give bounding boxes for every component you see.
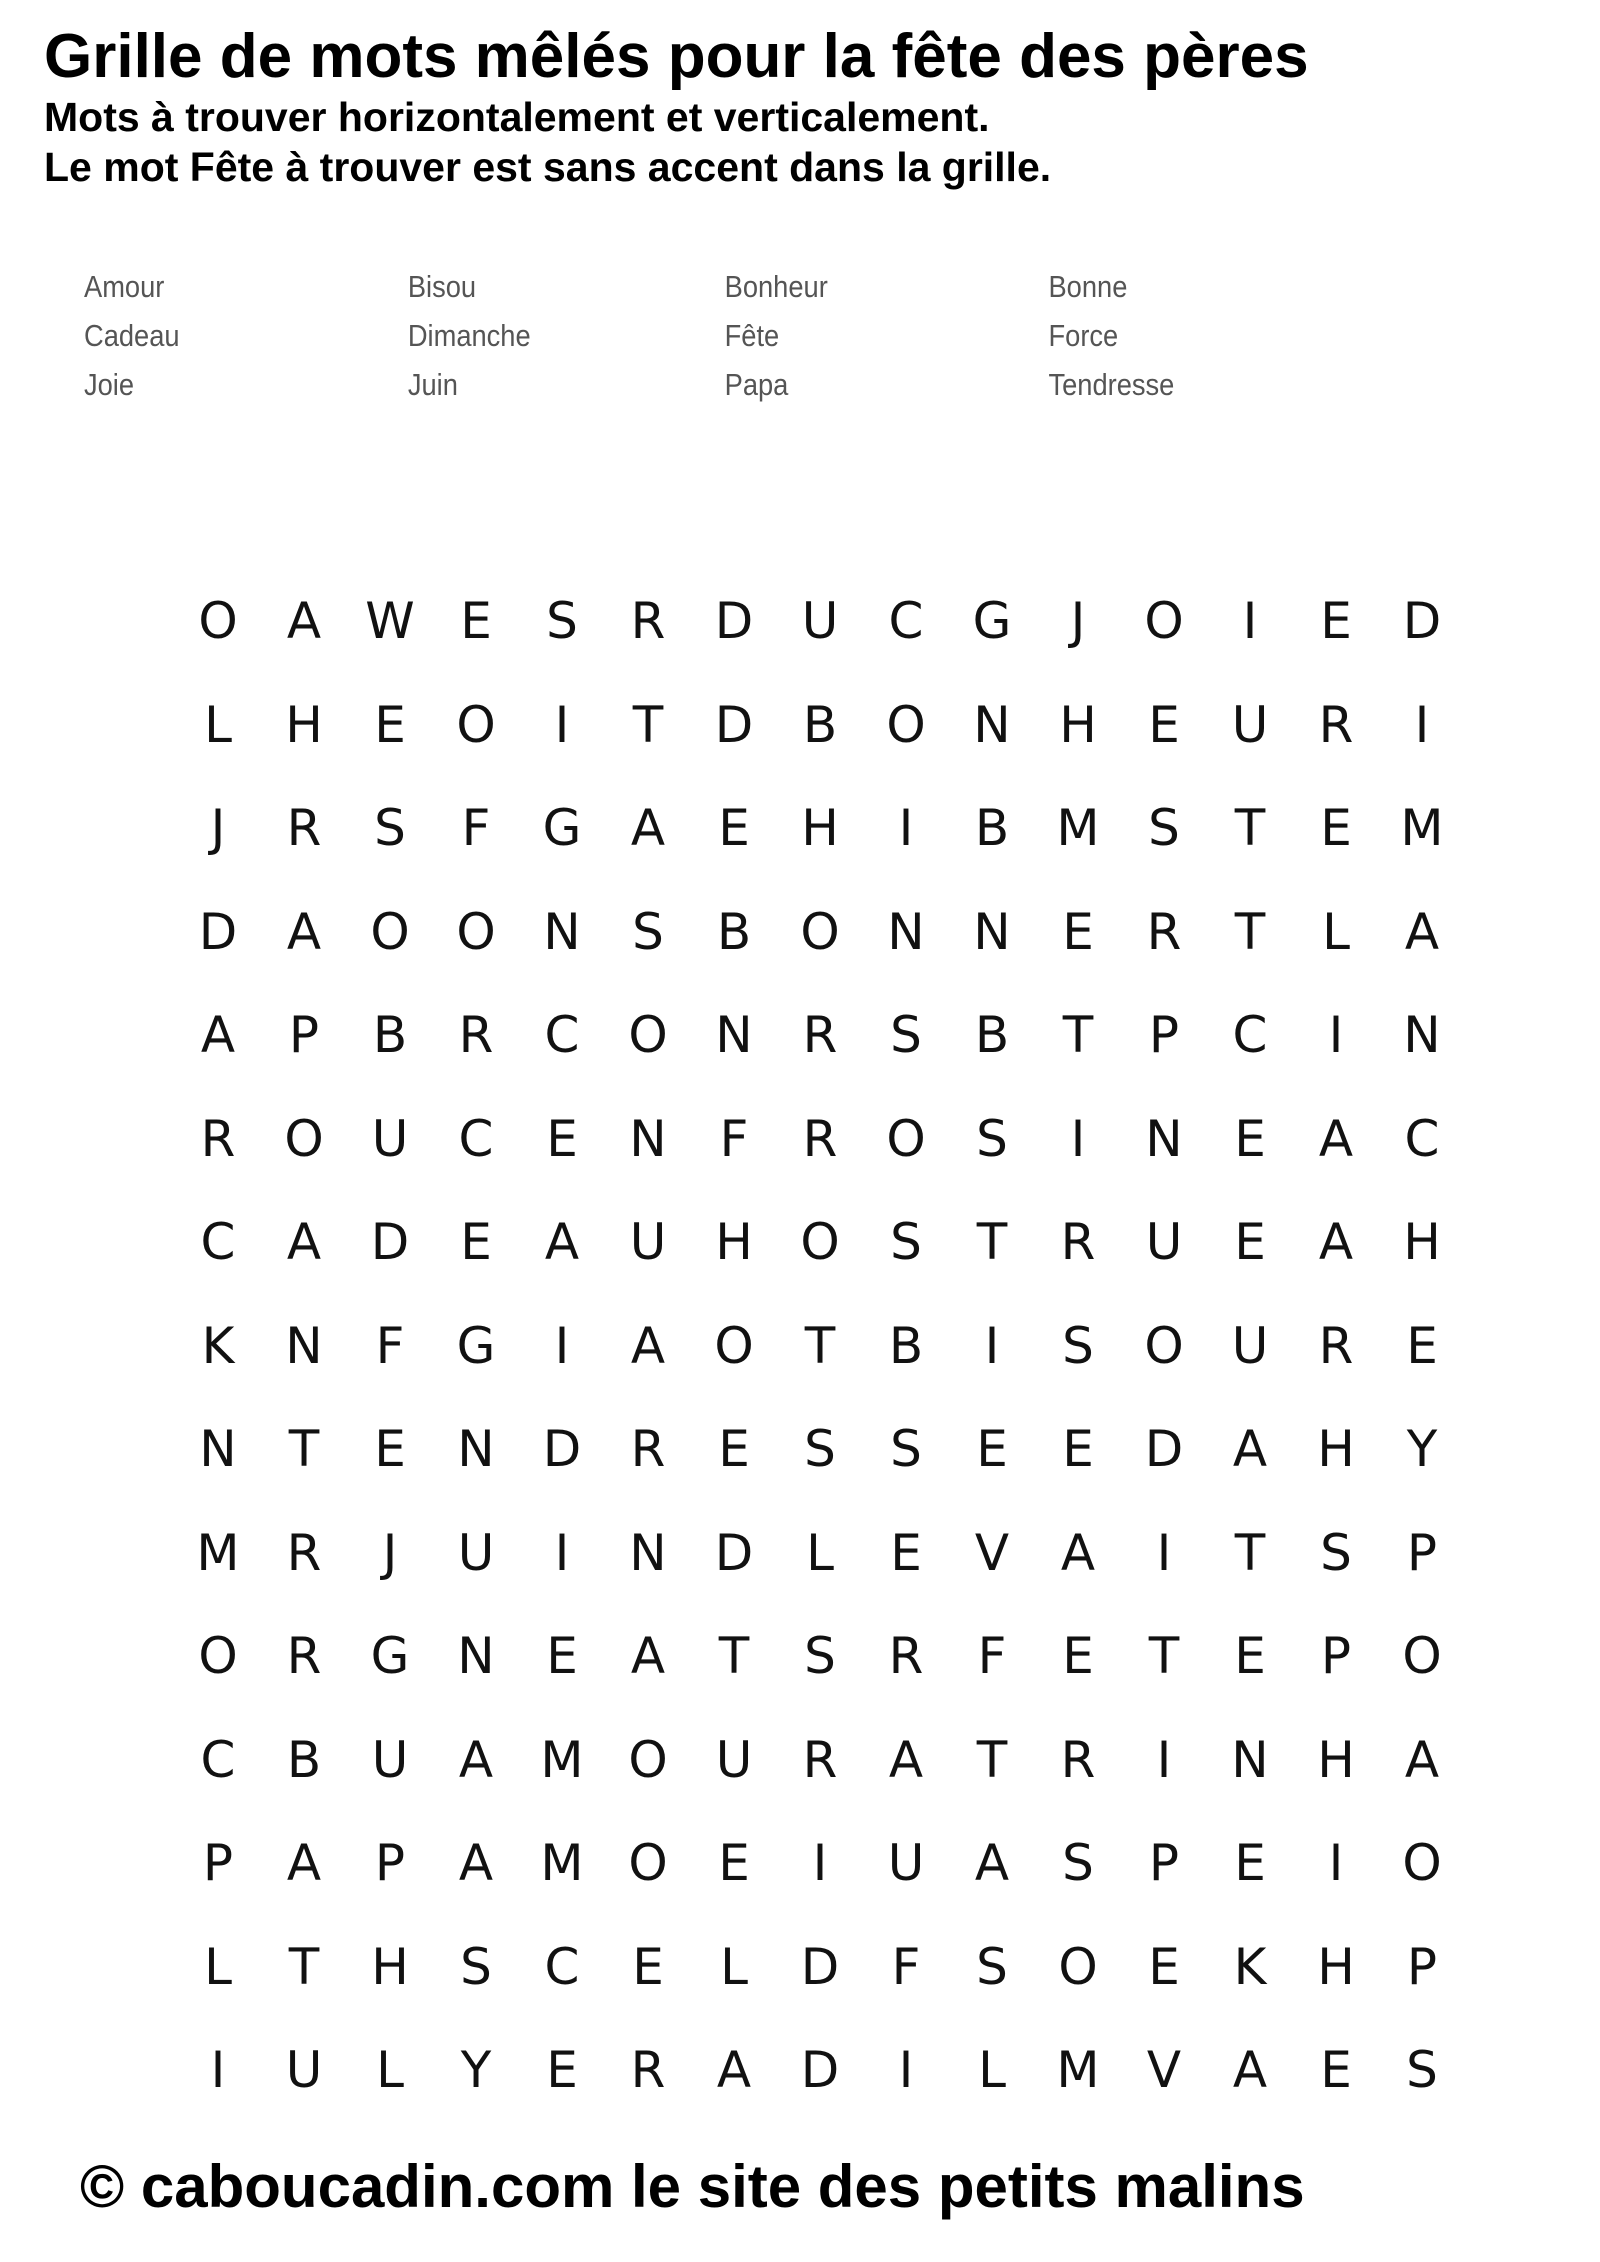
grid-letter[interactable]: O [800, 902, 840, 961]
grid-letter[interactable]: I [210, 2041, 226, 2099]
grid-letter[interactable]: L [978, 2041, 1006, 2099]
grid-letter[interactable]: O [370, 902, 410, 961]
grid-letter[interactable]: S [976, 1937, 1008, 1996]
grid-letter[interactable]: E [1234, 1109, 1266, 1168]
grid-letter[interactable]: E [890, 1523, 922, 1582]
grid-letter[interactable]: H [801, 799, 839, 857]
grid-letter[interactable]: U [801, 592, 839, 650]
grid-letter[interactable]: T [976, 1213, 1008, 1271]
grid-letter[interactable]: E [374, 1420, 406, 1478]
grid-letter[interactable]: I [1242, 592, 1258, 650]
grid-letter[interactable]: O [1402, 1627, 1442, 1685]
grid-letter[interactable]: P [202, 1834, 234, 1892]
grid-letter[interactable]: D [714, 1523, 754, 1582]
grid-letter[interactable]: L [204, 1937, 232, 1996]
grid-letter[interactable]: S [804, 1627, 836, 1685]
grid-letter[interactable]: H [1317, 1420, 1355, 1478]
word-list-item: Juin [407, 367, 458, 402]
grid-letter[interactable]: D [370, 1213, 410, 1271]
grid-letter[interactable]: U [371, 1730, 409, 1789]
grid-letter[interactable]: A [286, 1213, 322, 1271]
grid-letter[interactable]: B [716, 902, 752, 961]
grid-letter[interactable]: O [886, 1109, 926, 1168]
grid-letter[interactable]: R [630, 592, 666, 650]
grid-row [175, 776, 1465, 880]
grid-letter[interactable]: S [890, 1006, 922, 1064]
grid-letter[interactable]: H [285, 695, 323, 754]
grid-row [175, 1915, 1465, 2019]
grid-letter[interactable]: L [806, 1523, 834, 1582]
grid-letter[interactable]: U [285, 2041, 323, 2099]
grid-letter[interactable]: E [1234, 1834, 1266, 1892]
grid-row [175, 1811, 1465, 1915]
grid-letter[interactable]: T [1234, 1523, 1266, 1582]
grid-letter[interactable]: F [461, 799, 491, 857]
grid-letter[interactable]: C [1404, 1109, 1440, 1168]
grid-letter[interactable]: G [972, 592, 1012, 650]
word-list-item: Bonne [1048, 269, 1128, 304]
grid-letter[interactable]: S [546, 592, 578, 650]
grid-letter[interactable]: E [1062, 1627, 1094, 1685]
grid-letter[interactable]: D [714, 592, 754, 650]
grid-letter[interactable]: L [204, 695, 232, 754]
grid-letter[interactable]: A [1318, 1109, 1354, 1168]
word-list-item: Dimanche [407, 318, 531, 353]
grid-letter[interactable]: C [200, 1213, 236, 1271]
grid-letter[interactable]: H [1059, 695, 1097, 754]
grid-letter[interactable]: O [1144, 1316, 1184, 1375]
grid-letter[interactable]: U [371, 1109, 409, 1168]
grid-letter[interactable]: I [1328, 1006, 1344, 1064]
grid-row [175, 1501, 1465, 1605]
grid-letter[interactable]: A [888, 1730, 924, 1789]
grid-letter[interactable]: O [714, 1316, 754, 1375]
grid-letter[interactable]: A [630, 799, 666, 857]
grid-letter[interactable]: A [630, 1316, 666, 1375]
grid-letter[interactable]: K [1233, 1937, 1267, 1996]
grid-letter[interactable]: N [543, 902, 581, 961]
grid-letter[interactable]: R [1060, 1213, 1096, 1271]
grid-letter[interactable]: O [456, 902, 496, 961]
grid-letter[interactable]: G [456, 1316, 496, 1375]
grid-letter[interactable]: I [1156, 1730, 1172, 1789]
grid-letter[interactable]: N [887, 902, 925, 961]
grid-letter[interactable]: D [198, 902, 238, 961]
grid-letter[interactable]: E [546, 1109, 578, 1168]
grid-letter[interactable]: A [286, 902, 322, 961]
grid-letter[interactable]: O [800, 1213, 840, 1271]
grid-letter[interactable]: V [974, 1523, 1010, 1582]
grid-letter[interactable]: M [540, 1834, 584, 1892]
grid-row [175, 880, 1465, 984]
grid-letter[interactable]: E [976, 1420, 1008, 1478]
grid-letter[interactable]: D [800, 1937, 840, 1996]
grid-letter[interactable]: U [1231, 1316, 1269, 1375]
word-list-item: Fête [724, 318, 780, 353]
grid-letter[interactable]: V [1146, 2041, 1182, 2099]
grid-letter[interactable]: A [200, 1006, 236, 1064]
grid-letter[interactable]: H [371, 1937, 409, 1996]
grid-row [175, 1397, 1465, 1501]
grid-letter[interactable]: E [1148, 695, 1180, 754]
grid-letter[interactable]: E [718, 799, 750, 857]
grid-letter[interactable]: N [457, 1420, 495, 1478]
grid-letter[interactable]: T [976, 1730, 1008, 1789]
grid-letter[interactable]: O [198, 592, 238, 650]
grid-letter[interactable]: C [544, 1937, 580, 1996]
grid-letter[interactable]: R [200, 1109, 236, 1168]
grid-letter[interactable]: S [1062, 1834, 1094, 1892]
grid-letter[interactable]: K [201, 1316, 235, 1375]
grid-letter[interactable]: C [544, 1006, 580, 1064]
grid-letter[interactable]: R [286, 1627, 322, 1685]
grid-letter[interactable]: O [1144, 592, 1184, 650]
grid-row [175, 1087, 1465, 1191]
grid-letter[interactable]: R [1318, 1316, 1354, 1375]
grid-letter[interactable]: Y [460, 2041, 492, 2099]
grid-letter[interactable]: B [974, 799, 1010, 857]
grid-letter[interactable]: S [460, 1937, 492, 1996]
grid-letter[interactable]: E [718, 1834, 750, 1892]
grid-letter[interactable]: N [1145, 1109, 1183, 1168]
grid-letter[interactable]: I [1070, 1109, 1086, 1168]
grid-letter[interactable]: E [1320, 592, 1352, 650]
grid-letter[interactable]: S [804, 1420, 836, 1478]
grid-letter[interactable]: T [288, 1937, 320, 1996]
grid-letter[interactable]: R [630, 2041, 666, 2099]
grid-letter[interactable]: U [715, 1730, 753, 1789]
grid-letter[interactable]: U [1145, 1213, 1183, 1271]
grid-letter[interactable]: O [456, 695, 496, 754]
grid-row [175, 2018, 1465, 2122]
grid-letter[interactable]: T [1062, 1006, 1094, 1064]
grid-letter[interactable]: S [890, 1213, 922, 1271]
grid-letter[interactable]: Y [1406, 1420, 1438, 1478]
grid-letter[interactable]: L [1322, 902, 1350, 961]
grid-letter[interactable]: U [629, 1213, 667, 1271]
word-list-item: Cadeau [84, 318, 180, 353]
grid-letter[interactable]: J [1070, 592, 1086, 650]
grid-letter[interactable]: A [458, 1730, 494, 1789]
grid-letter[interactable]: O [886, 695, 926, 754]
grid-letter[interactable]: E [460, 1213, 492, 1271]
grid-letter[interactable]: A [1404, 1730, 1440, 1789]
grid-letter[interactable]: S [976, 1109, 1008, 1168]
grid-letter[interactable]: H [1317, 1937, 1355, 1996]
grid-letter[interactable]: R [630, 1420, 666, 1478]
grid-letter[interactable]: E [1406, 1316, 1438, 1375]
grid-letter[interactable]: D [1402, 592, 1442, 650]
grid-letter[interactable]: A [1318, 1213, 1354, 1271]
grid-letter[interactable]: C [888, 592, 924, 650]
grid-letter[interactable]: E [460, 592, 492, 650]
grid-letter[interactable]: M [540, 1730, 584, 1789]
grid-letter[interactable]: F [719, 1109, 749, 1168]
grid-letter[interactable]: A [716, 2041, 752, 2099]
grid-letter[interactable]: L [720, 1937, 748, 1996]
grid-letter[interactable]: I [554, 1523, 570, 1582]
grid-letter[interactable]: T [1234, 902, 1266, 961]
word-search-grid [175, 569, 1465, 2119]
grid-letter[interactable]: I [554, 695, 570, 754]
grid-letter[interactable]: M [1400, 799, 1444, 857]
grid-letter[interactable]: O [628, 1834, 668, 1892]
grid-letter[interactable]: D [1144, 1420, 1184, 1478]
grid-letter[interactable]: S [374, 799, 406, 857]
grid-row [175, 1604, 1465, 1708]
word-list [84, 262, 1316, 409]
grid-letter[interactable]: E [546, 2041, 578, 2099]
grid-letter[interactable]: R [802, 1109, 838, 1168]
grid-letter[interactable]: R [1318, 695, 1354, 754]
grid-letter[interactable]: T [288, 1420, 320, 1478]
grid-letter[interactable]: A [630, 1627, 666, 1685]
grid-letter[interactable]: A [544, 1213, 580, 1271]
grid-letter[interactable]: E [374, 695, 406, 754]
word-list-item: Bisou [407, 269, 477, 304]
grid-letter[interactable]: G [542, 799, 582, 857]
grid-letter[interactable]: E [1062, 902, 1094, 961]
grid-letter[interactable]: O [628, 1730, 668, 1789]
grid-letter[interactable]: T [1148, 1627, 1180, 1685]
grid-letter[interactable]: I [1156, 1523, 1172, 1582]
grid-letter[interactable]: N [457, 1627, 495, 1685]
word-list-item: Joie [84, 367, 135, 402]
grid-letter[interactable]: P [374, 1834, 406, 1892]
grid-letter[interactable]: E [1320, 799, 1352, 857]
grid-letter[interactable]: U [887, 1834, 925, 1892]
grid-letter[interactable]: E [632, 1937, 664, 1996]
grid-letter[interactable]: A [1404, 902, 1440, 961]
grid-letter[interactable]: N [285, 1316, 323, 1375]
grid-letter[interactable]: C [1232, 1006, 1268, 1064]
grid-letter[interactable]: S [890, 1420, 922, 1478]
grid-letter[interactable]: C [200, 1730, 236, 1789]
grid-letter[interactable]: E [1148, 1937, 1180, 1996]
grid-letter[interactable]: O [628, 1006, 668, 1064]
grid-letter[interactable]: R [888, 1627, 924, 1685]
grid-letter[interactable]: S [1320, 1523, 1352, 1582]
grid-letter[interactable]: M [1056, 2041, 1100, 2099]
page-title: Grille de mots mêlés pour la fête des pères [44, 22, 1309, 91]
grid-letter[interactable]: I [984, 1316, 1000, 1375]
grid-letter[interactable]: A [1060, 1523, 1096, 1582]
grid-letter[interactable]: B [974, 1006, 1010, 1064]
grid-letter[interactable]: P [1406, 1523, 1438, 1582]
grid-letter[interactable]: T [1234, 799, 1266, 857]
grid-letter[interactable]: E [1062, 1420, 1094, 1478]
grid-letter[interactable]: F [891, 1937, 921, 1996]
grid-letter[interactable]: O [1058, 1937, 1098, 1996]
grid-letter[interactable]: A [1232, 2041, 1268, 2099]
grid-letter[interactable]: B [802, 695, 838, 754]
instructions-line-1: Mots à trouver horizontalement et verticalement. [44, 94, 990, 140]
grid-letter[interactable]: D [714, 695, 754, 754]
grid-letter[interactable]: P [1406, 1937, 1438, 1996]
grid-letter[interactable]: A [286, 1834, 322, 1892]
grid-letter[interactable]: I [812, 1834, 828, 1892]
grid-letter[interactable]: N [1231, 1730, 1269, 1789]
grid-letter[interactable]: S [1148, 799, 1180, 857]
grid-row [175, 1708, 1465, 1812]
grid-letter[interactable]: B [888, 1316, 924, 1375]
grid-letter[interactable]: N [629, 1523, 667, 1582]
grid-letter[interactable]: S [632, 902, 664, 961]
grid-letter[interactable]: I [898, 2041, 914, 2099]
grid-row [175, 673, 1465, 777]
grid-letter[interactable]: O [1402, 1834, 1442, 1892]
grid-letter[interactable]: J [382, 1523, 398, 1582]
grid-letter[interactable]: M [1056, 799, 1100, 857]
word-list-item: Papa [724, 367, 789, 402]
grid-letter[interactable]: E [718, 1420, 750, 1478]
grid-letter[interactable]: D [800, 2041, 840, 2099]
grid-letter[interactable]: H [1403, 1213, 1441, 1271]
grid-letter[interactable]: D [542, 1420, 582, 1478]
grid-letter[interactable]: R [286, 799, 322, 857]
grid-letter[interactable]: J [210, 799, 226, 857]
grid-letter[interactable]: I [554, 1316, 570, 1375]
grid-letter[interactable]: R [802, 1730, 838, 1789]
grid-letter[interactable]: G [370, 1627, 410, 1685]
grid-row [175, 569, 1465, 673]
grid-letter[interactable]: A [1232, 1420, 1268, 1478]
grid-letter[interactable]: F [375, 1316, 405, 1375]
grid-letter[interactable]: M [196, 1523, 240, 1582]
grid-letter[interactable]: E [1234, 1213, 1266, 1271]
grid-letter[interactable]: P [288, 1006, 320, 1064]
page-header [44, 22, 1564, 192]
grid-letter[interactable]: N [973, 695, 1011, 754]
grid-letter[interactable]: A [458, 1834, 494, 1892]
grid-letter[interactable]: P [1148, 1834, 1180, 1892]
word-list-item: Force [1048, 318, 1119, 353]
grid-letter[interactable]: W [365, 592, 415, 650]
grid-letter[interactable]: E [1234, 1627, 1266, 1685]
grid-letter[interactable]: U [1231, 695, 1269, 754]
grid-letter[interactable]: B [286, 1730, 322, 1789]
grid-letter[interactable]: R [458, 1006, 494, 1064]
grid-letter[interactable]: T [632, 695, 664, 754]
grid-letter[interactable]: C [458, 1109, 494, 1168]
grid-letter[interactable]: U [457, 1523, 495, 1582]
grid-letter[interactable]: A [286, 592, 322, 650]
grid-letter[interactable]: E [1320, 2041, 1352, 2099]
grid-letter[interactable]: R [1146, 902, 1182, 961]
grid-letter[interactable]: R [802, 1006, 838, 1064]
grid-letter[interactable]: N [973, 902, 1011, 961]
grid-letter[interactable]: I [1328, 1834, 1344, 1892]
grid-letter[interactable]: P [1148, 1006, 1180, 1064]
grid-letter[interactable]: O [284, 1109, 324, 1168]
grid-row [175, 1190, 1465, 1294]
grid-letter[interactable]: H [1317, 1730, 1355, 1789]
grid-letter[interactable]: H [715, 1213, 753, 1271]
grid-letter[interactable]: I [1414, 695, 1430, 754]
grid-letter[interactable]: N [715, 1006, 753, 1064]
grid-letter[interactable]: P [1320, 1627, 1352, 1685]
grid-letter[interactable]: O [198, 1627, 238, 1685]
grid-letter[interactable]: T [804, 1316, 836, 1375]
grid-letter[interactable]: I [898, 799, 914, 857]
grid-letter[interactable]: R [286, 1523, 322, 1582]
grid-letter[interactable]: E [546, 1627, 578, 1685]
grid-letter[interactable]: A [974, 1834, 1010, 1892]
grid-letter[interactable]: N [1403, 1006, 1441, 1064]
grid-row [175, 1294, 1465, 1398]
grid-letter[interactable]: S [1062, 1316, 1094, 1375]
grid-letter[interactable]: R [1060, 1730, 1096, 1789]
grid-letter[interactable]: L [376, 2041, 404, 2099]
grid-letter[interactable]: F [977, 1627, 1007, 1685]
grid-row [175, 983, 1465, 1087]
grid-letter[interactable]: B [372, 1006, 408, 1064]
word-list-item: Amour [84, 269, 165, 304]
word-list-item: Tendresse [1048, 367, 1175, 402]
copyright-footer: © caboucadin.com le site des petits malins [80, 2153, 1305, 2220]
grid-letter[interactable]: S [1406, 2041, 1438, 2099]
grid-letter[interactable]: T [718, 1627, 750, 1685]
word-list-item: Bonheur [724, 269, 828, 304]
grid-letter[interactable]: N [629, 1109, 667, 1168]
grid-letter[interactable]: N [199, 1420, 237, 1478]
instructions-line-2: Le mot Fête à trouver est sans accent dans la grille. [44, 144, 1052, 190]
